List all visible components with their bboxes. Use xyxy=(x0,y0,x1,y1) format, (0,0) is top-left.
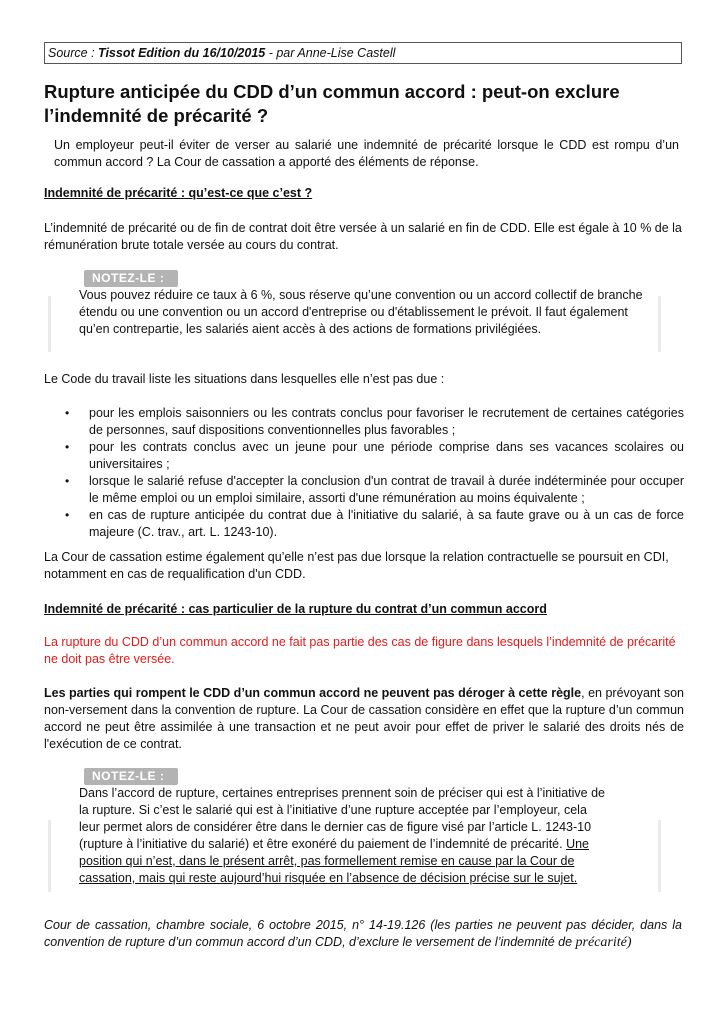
citation-main: Cour de cassation, chambre sociale, 6 octobre 2015, n° 14-19.126 (les parties ne peuvent pas décider, dans la convention de rupture d’un commun accord d’un CDD, d’exclure le versement de l’indemnité de xyxy=(44,918,682,949)
bullet-icon: • xyxy=(65,508,70,522)
list-item: • pour les contrats conclus avec un jeune pour une période comprise dans ses vacances scolaires ou universitaires ; xyxy=(65,440,684,471)
bullet-icon: • xyxy=(65,440,70,454)
note-badge-1: NOTEZ-LE : xyxy=(84,270,178,287)
article-title: Rupture anticipée du CDD d’un commun accord : peut-on exclure l’indemnité de précarité ? xyxy=(44,81,620,126)
list-item: • pour les emplois saisonniers ou les contrats conclus pour favoriser le recrutement de certaines catégories de personnes, sauf dispositions conventionnelles plus favorables ; xyxy=(65,406,684,437)
source-prefix: Source : xyxy=(48,46,99,60)
list-item: • lorsque le salarié refuse d'accepter la conclusion d'un contrat de travail à durée indéterminée pour occuper le même emploi ou un emploi similaire, assorti d'une rémunération au moins équivalente ; xyxy=(65,474,684,505)
section1-heading: Indemnité de précarité : qu’est-ce que c’est ? xyxy=(44,186,313,200)
note-bracket-left-1 xyxy=(48,296,51,352)
citation-last-word: précarité) xyxy=(575,935,632,950)
intro-paragraph: Un employeur peut-il éviter de verser au salarié une indemnité de précarité lorsque le CDD est rompu d’un commun accord ? La Cour de cassation a apporté des éléments de réponse. xyxy=(54,138,679,169)
list-intro: Le Code du travail liste les situations dans lesquelles elle n’est pas due : xyxy=(44,372,445,386)
source-box xyxy=(44,42,682,64)
list-item: • en cas de rupture anticipée du contrat due à l'initiative du salarié, à sa faute grave ou à un cas de force majeure (C. trav., art. L. 1243-10). xyxy=(65,508,684,539)
bold-lead: Les parties qui rompent le CDD d’un commun accord ne peuvent pas déroger à cette règle xyxy=(44,686,582,700)
red-statement: La rupture du CDD d’un commun accord ne fait pas partie des cas de figure dans lesquels l’indemnité de précarité ne doit pas être versée. xyxy=(44,635,676,666)
section2-heading: Indemnité de précarité : cas particulier de la rupture du contrat d’un commun accord xyxy=(44,602,547,616)
section2-paragraph xyxy=(44,685,684,753)
paragraph-rest: , en prévoyant son non-versement dans la convention de rupture. La Cour de cassation considère en effet que la rupture d’un commun accord ne peut être assimilée à une transaction et ne peut avoir pour effet de priver le salarié des droits nés de l'exécution de ce contrat. xyxy=(44,686,684,751)
note-badge-2: NOTEZ-LE : xyxy=(84,768,178,785)
note-text-1: Vous pouvez réduire ce taux à 6 %, sous réserve qu’une convention ou un accord collectif de branche étendu ou une convention ou un accord d'entreprise ou d'établissement le prévoit. Il faut également qu’en contrepartie, les salariés aient accès à des actions de formations privilégiées. xyxy=(79,288,643,336)
bullet-icon: • xyxy=(65,474,70,488)
note-underlined: Une position qui n’est, dans le présent arrêt, pas formellement remise en cause par la Cour de cassation, mais qui reste aujourd’hui risquée en l’absence de décision précise sur le sujet. xyxy=(79,837,590,885)
note-bracket-right-2 xyxy=(658,820,661,892)
section1-closing: La Cour de cassation estime également qu’elle n’est pas due lorsque la relation contractuelle se poursuit en CDI, notamment en cas de requalification d'un CDD. xyxy=(44,550,669,581)
source-author: - par Anne-Lise Castell xyxy=(265,46,396,60)
bullet-icon: • xyxy=(65,406,70,420)
source-edition: Tissot Edition du 16/10/2015 xyxy=(98,46,266,60)
note-bracket-left-2 xyxy=(48,820,51,892)
section1-paragraph: L’indemnité de précarité ou de fin de contrat doit être versée à un salarié en fin de CDD. Elle est égale à 10 % de la rémunération brute totale versée au cours du contrat. xyxy=(44,221,682,252)
citation xyxy=(44,917,682,951)
exclusion-list xyxy=(44,405,684,541)
note-text-2: Dans l’accord de rupture, certaines entreprises prennent soin de préciser qui est à l’initiative de la rupture. Si c’est le salarié qui est à l’initiative d’une rupture acceptée par l’employeur, cela leur permet alors de considérer être dans le dernier cas de figure visé par l’article L. 1243-10 (rupture à l’initiative du salarié) et être exonéré du paiement de l’indemnité de précarité. Une position qui n’est, dans le présent arrêt, pas formellement remise en cause par la Cour de cassation, mais qui reste aujourd’hui risquée en l’absence de décision précise sur le sujet. xyxy=(79,786,605,885)
